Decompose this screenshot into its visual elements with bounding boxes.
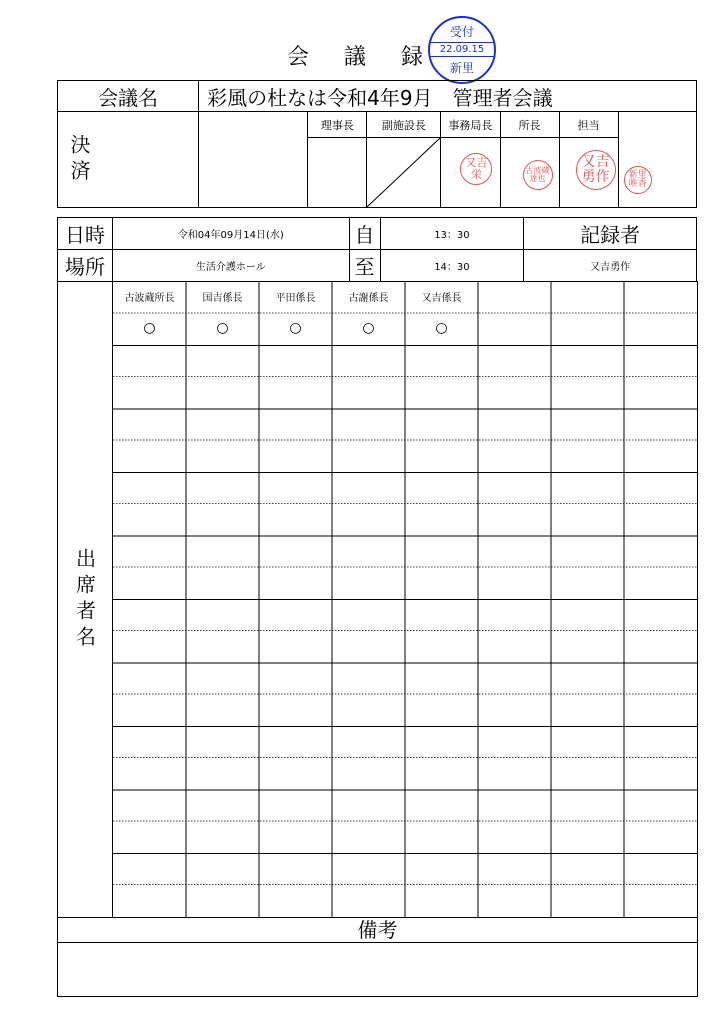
approval-label-text: 決済 [67, 133, 91, 186]
recorder-label: 記録者 [524, 218, 697, 250]
meeting-name: 彩風の杜なは令和4年9月 管理者会議 [199, 81, 697, 112]
recorder-value: 又吉勇作 [524, 250, 697, 282]
time-to: 14：30 [380, 250, 524, 282]
place-label: 場所 [58, 250, 113, 282]
attendance-mark: ○ [143, 320, 156, 336]
receipt-stamp-bottom: 新里 [449, 61, 474, 75]
attendees-grid [113, 282, 697, 917]
receipt-stamp-top: 受付 [449, 25, 474, 39]
strike-line [367, 138, 440, 207]
approval-table [57, 80, 697, 208]
attendee-name: 古波蔵所長 [124, 293, 175, 304]
approval-secretary-general [441, 138, 500, 208]
from-label: 自 [349, 218, 380, 250]
approval-chairman [308, 138, 367, 208]
approval-vice-director [367, 138, 441, 208]
time-from: 13：30 [380, 218, 524, 250]
attendance-mark: ○ [362, 320, 375, 336]
attendee-name: 古謝係長 [348, 293, 389, 304]
approval-blank [199, 112, 308, 208]
remarks-label: 備考 [58, 918, 697, 943]
approval-extra-cell [618, 112, 696, 208]
approval-staff [559, 138, 618, 208]
attendee-name: 国吉係長 [202, 293, 243, 304]
approval-label [58, 112, 199, 208]
datetime-value: 令和04年09月14日(水) [113, 218, 350, 250]
attendees-section [57, 281, 698, 918]
role-secretary-general: 事務局長 [441, 112, 500, 138]
attendance-mark: ○ [216, 320, 229, 336]
role-staff: 担当 [559, 112, 618, 138]
attendees-label: 出席者名 [72, 547, 97, 652]
page-title: 会 議 録 [287, 45, 437, 70]
role-director: 所長 [500, 112, 559, 138]
role-chairman: 理事長 [308, 112, 367, 138]
hanko-stamp: 古波蔵 達也 [523, 160, 553, 190]
to-label: 至 [349, 250, 380, 282]
attendee-name: 平田係長 [275, 293, 316, 304]
attendees-label-cell [58, 282, 113, 917]
remarks-section [57, 917, 698, 997]
datetime-label: 日時 [58, 218, 113, 250]
role-vice-director: 副施設長 [367, 112, 441, 138]
hanko-stamp: 又吉 栄 [460, 153, 492, 185]
meeting-info-table [57, 217, 697, 282]
approval-director [500, 138, 559, 208]
receipt-stamp-date: 22.09.15 [430, 42, 494, 57]
attendee-name: 又吉係長 [421, 293, 462, 304]
attendance-mark: ○ [435, 320, 448, 336]
extra-stamp: 新里 唯香 [624, 166, 652, 194]
meeting-name-label: 会議名 [58, 81, 199, 112]
hanko-stamp: 又吉 勇作 [576, 150, 616, 190]
receipt-stamp [428, 16, 496, 84]
place-value: 生活介護ホール [113, 250, 350, 282]
attendance-mark: ○ [289, 320, 302, 336]
